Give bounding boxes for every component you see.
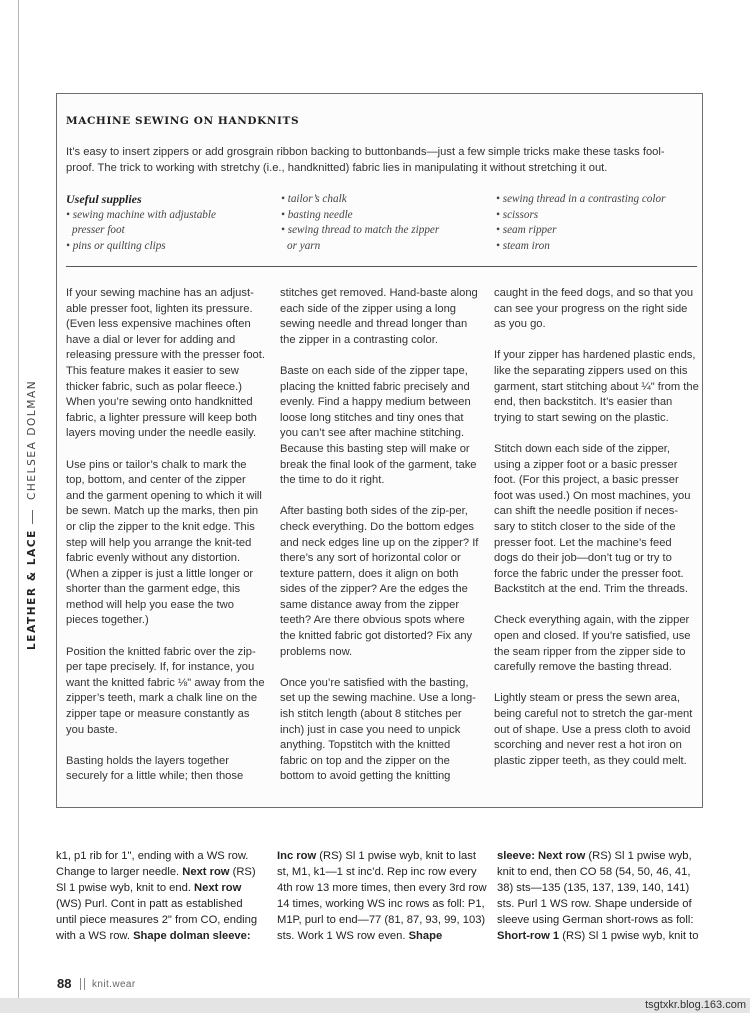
supplies-heading: Useful supplies: [66, 192, 142, 206]
paragraph: After basting both sides of the zip-per, check everything. Do the bottom edges and neck edges line up on the zipper? If there’s any sort of horizontal color or texture pattern, does it align on both sides of the zipper? Are the edges the same distance away from the zipper teeth? Are there obvious spots where the knitted fabric got distorted? Fix any problems now.: [280, 505, 479, 658]
paragraph: Lightly steam or press the sewn area, being careful not to stretch the gar-ment out of shape. Use a press cloth to avoid scorching and never rest a hot iron on plastic zipper teeth, as they could melt.: [494, 692, 693, 767]
supply-item: • pins or quilting clips: [66, 239, 166, 252]
watermark-bar: [0, 998, 750, 1013]
pattern-text: (WS) Purl. Cont in patt as established until piece measures 2" from CO, ending with a WS row.: [56, 898, 258, 942]
supply-item: • basting needle: [281, 208, 353, 221]
supply-item: or yarn: [287, 239, 321, 252]
pattern-step-label: Next row: [182, 866, 230, 878]
paragraph: If your sewing machine has an adjust-able presser foot, lighten its pressure. (Even less expensive machines often have a dial or lever for adding and releasing pressure with the presser foot. This feature makes it easier to sew thicker fabric, such as polar fleece.) When you’re sewing onto handknitted fabric, a lighter pressure will keep both layers moving under the needle easily.: [66, 287, 265, 440]
side-book-title: LEATHER & LACE: [26, 529, 38, 650]
pattern-text: (RS) Sl 1 pwise wyb, knit to end, then CO 58 (54, 50, 46, 41, 38) sts—135 (135, 137, 139, 140, 141) sts. Purl 1 WS row. Shape underside of sleeve using German short-rows as foll:: [497, 850, 694, 926]
watermark-text: tsgtxkr.blog.163.com: [645, 999, 746, 1011]
paragraph: Once you’re satisfied with the basting, set up the sewing machine. Use a long-ish stitch length (about 8 stitches per inch) just in case you need to unpick anything. Topstitch with the knitted fabric on top and the zipper on the bottom to avoid getting the knitting: [280, 676, 476, 783]
pattern-step-label: sleeve: Next row: [497, 850, 586, 862]
pattern-step-label: Next row: [194, 882, 242, 894]
supply-item: • scissors: [496, 208, 539, 221]
supply-item: • sewing machine with adjustable: [66, 208, 216, 221]
sidebar-text-column: [494, 286, 699, 785]
side-author-name: CHELSEA DOLMAN: [26, 379, 38, 500]
paragraph: Check everything again, with the zipper open and closed. If you’re satisfied, use the seam ripper from the zipper side to carefully remove the basting thread.: [494, 614, 691, 674]
sidebar-text-column: [280, 286, 480, 801]
supply-item: • sewing thread in a contrasting color: [496, 193, 666, 205]
paragraph: caught in the feed dogs, and so that you can see your progress on the right side as you go.: [494, 287, 694, 331]
paragraph: Use pins or tailor’s chalk to mark the top, bottom, and center of the zipper and the garment opening to which it will be sewn. Match up the marks, then pin or clip the zipper to the knit edge. This step will help you arrange the knit-ted fabric evenly without any distortion. (When a zipper is just a little longer or shorter than the garment edge, this method will help you ease the two pieces together.): [66, 458, 262, 627]
supply-item: • tailor’s chalk: [281, 193, 347, 205]
machine-sewing-sidebar: [56, 93, 703, 808]
paragraph: Basting holds the layers together securely for a little while; then those: [66, 754, 244, 783]
paragraph: Stitch down each side of the zipper, using a zipper foot or a basic presser foot. (For this project, a basic presser foot was used.) On most machines, you can shift the needle position if neces-sary to stitch closer to the side of the presser foot. Let the machine’s feed dogs do their job—don’t tug or try to force the fabric under the presser foot. Backstitch at the end. Trim the threads.: [494, 442, 691, 596]
pattern-text: k1, p1 rib for 1", ending with a WS row. Change to larger needle.: [56, 850, 249, 878]
pattern-step-label: Shape dolman sleeve:: [133, 930, 251, 942]
sidebar-intro: It’s easy to insert zippers or add grosgrain ribbon backing to buttonbands—just a few simple tricks make these tasks fool-proof. The trick to working with stretchy (i.e., handknitted) fabric lies in manipulating it without stretching it out.: [66, 146, 665, 174]
paragraph: Position the knitted fabric over the zip-per tape precisely. If, for instance, you want the knitted fabric ⅛" away from the zipper’s teeth, mark a chalk line on the zipper tape or measure constantly as you baste.: [66, 645, 265, 736]
page-number: 88: [57, 976, 72, 991]
publication-name: knit.wear: [92, 979, 136, 990]
supply-item: • steam iron: [496, 239, 550, 252]
paragraph: Baste on each side of the zipper tape, placing the knitted fabric precisely and evenly. Find a happy medium between loose long stitches and tiny ones that you can’t see after machine stitching. Because this basting step will make or break the final look of the garment, take the time to do it right.: [280, 364, 477, 487]
sidebar-divider: [66, 266, 697, 267]
pattern-column: [277, 848, 487, 944]
pattern-text: (RS) Sl 1 pwise wyb, knit to: [559, 930, 699, 942]
pattern-step-label: Short-row 1: [497, 930, 560, 942]
side-separator: [32, 510, 33, 524]
paragraph: If your zipper has hardened plastic ends, like the separating zippers used on this garment, start stitching about ¼" from the end, then backstitch. It’s easier than trying to start sewing on the plastic.: [494, 349, 699, 424]
supply-item: • seam ripper: [496, 224, 557, 236]
pattern-column: [497, 848, 707, 944]
pattern-step-label: Shape: [408, 930, 443, 942]
pattern-text: (RS) Sl 1 pwise wyb, knit to last st, M1, k1—1 st inc’d. Rep inc row every 4th row 13 more times, then every 3rd row 14 times, working WS inc rows as foll: P1, M1P, purl to end—77 (81, 87, 93, 99, 103) sts. Work 1 WS row even.: [277, 850, 487, 942]
sidebar-title: MACHINE SEWING ON HANDKNITS: [66, 115, 300, 127]
paragraph: stitches get removed. Hand-baste along each side of the zipper using a long sewing needle and thread longer than the zipper in a contrasting color.: [280, 287, 478, 346]
supplies-column: [281, 192, 491, 254]
supplies-column: [66, 192, 276, 254]
supplies-column: [496, 192, 696, 254]
side-running-head: [24, 350, 42, 660]
pattern-step-label: Inc row: [277, 850, 317, 862]
pattern-column: [56, 848, 266, 944]
supply-item: • sewing thread to match the zipper: [281, 224, 440, 236]
sidebar-text-column: [66, 286, 266, 801]
pattern-text: (RS) Sl 1 pwise wyb, knit to end.: [56, 866, 256, 894]
footer-separator: [80, 978, 85, 990]
supply-item: presser foot: [72, 224, 125, 236]
left-margin-rule: [18, 0, 19, 1013]
